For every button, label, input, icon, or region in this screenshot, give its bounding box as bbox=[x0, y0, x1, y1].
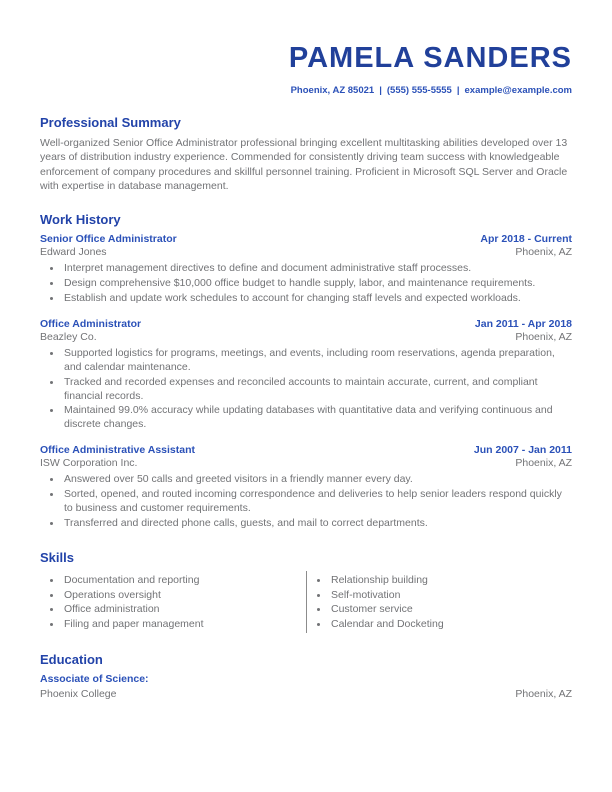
skills-column-left bbox=[40, 571, 306, 633]
education-school-row bbox=[40, 687, 572, 701]
contact-email: example@example.com bbox=[464, 85, 572, 96]
job-location: Phoenix, AZ bbox=[515, 330, 572, 343]
summary-heading: Professional Summary bbox=[40, 115, 181, 130]
section-work-history bbox=[40, 212, 572, 531]
work-history-heading: Work History bbox=[40, 212, 121, 228]
job-location: Phoenix, AZ bbox=[515, 246, 572, 259]
job-title: Senior Office Administrator bbox=[40, 233, 177, 246]
job-company: Beazley Co. bbox=[40, 330, 97, 343]
education-location: Phoenix, AZ bbox=[515, 688, 572, 701]
job-bullet: • Sorted, opened, and routed incoming correspondence and deliveries to help senior leaders respond quickly to business and customer requirements. bbox=[62, 488, 572, 516]
job-bullet: • Interpret management directives to define and document administrative staff processes. bbox=[62, 262, 572, 276]
job-title-row bbox=[40, 444, 572, 456]
job-bullet: • Design comprehensive $10,000 office budget to handle supply, labor, and maintenance requirements. bbox=[62, 277, 572, 291]
job-bullet: • Tracked and recorded expenses and reconciled accounts to maintain accurate, current, and compliant financial records. bbox=[62, 376, 572, 404]
contact-separator: | bbox=[456, 85, 460, 96]
skill-item: • Operations oversight bbox=[62, 589, 306, 603]
job-bullet-list bbox=[40, 262, 572, 306]
education-heading: Education bbox=[40, 652, 103, 668]
job-bullet: • Maintained 99.0% accuracy while updating databases with quantitative data and verifying continuous and discrete changes. bbox=[62, 404, 572, 432]
job-dates: Jun 2007 - Jan 2011 bbox=[473, 444, 572, 457]
job-company: Edward Jones bbox=[40, 246, 107, 259]
job-bullet-list bbox=[40, 473, 572, 530]
job-dates: Jan 2011 - Apr 2018 bbox=[474, 317, 572, 330]
job-company-row bbox=[40, 330, 572, 344]
job-company-row bbox=[40, 245, 572, 259]
contact-location: Phoenix, AZ 85021 bbox=[290, 85, 375, 96]
job-company-row bbox=[40, 456, 572, 470]
skills-column-right bbox=[306, 571, 572, 633]
contact-separator: | bbox=[379, 85, 382, 96]
skill-item: • Relationship building bbox=[329, 574, 572, 588]
education-degree: Associate of Science: bbox=[40, 673, 149, 686]
skills-columns bbox=[40, 571, 572, 633]
section-skills bbox=[40, 550, 572, 633]
section-education bbox=[40, 652, 572, 701]
skill-item: • Customer service bbox=[329, 603, 572, 617]
skills-list-right bbox=[309, 574, 572, 632]
job-entry bbox=[40, 444, 572, 531]
job-dates: Apr 2018 - Current bbox=[480, 233, 572, 246]
contact-line bbox=[40, 85, 572, 96]
skills-heading: Skills bbox=[40, 549, 74, 565]
job-title: Office Administrator bbox=[40, 317, 142, 330]
job-bullet: • Answered over 50 calls and greeted visitors in a friendly manner every day. bbox=[62, 473, 572, 487]
contact-phone: (555) 555-5555 bbox=[386, 85, 452, 96]
job-bullet: • Transferred and directed phone calls, guests, and mail to correct departments. bbox=[62, 517, 572, 531]
job-title: Office Administrative Assistant bbox=[40, 444, 196, 457]
skill-item: • Documentation and reporting bbox=[62, 574, 306, 588]
job-location: Phoenix, AZ bbox=[515, 457, 572, 470]
skill-item: • Office administration bbox=[62, 603, 306, 617]
skill-item: • Filing and paper management bbox=[62, 618, 306, 632]
job-entry bbox=[40, 233, 572, 306]
skills-list-left bbox=[40, 574, 306, 632]
summary-text: Well-organized Senior Office Administrator professional bringing excellent multitasking abilities developed over 13 years of distribution industry experience. Commended for consistently driving team success with knowledgeable enforcement of company procedures and skillful personnel training. Proficient in Microsoft SQL Server and Oracle with expertise in database management. bbox=[40, 137, 568, 192]
job-title-row bbox=[40, 318, 572, 330]
section-professional-summary bbox=[40, 115, 572, 193]
candidate-name: PAMELA SANDERS bbox=[288, 42, 572, 74]
job-bullet-list bbox=[40, 347, 572, 432]
job-company: ISW Corporation Inc. bbox=[40, 457, 138, 470]
job-title-row bbox=[40, 233, 572, 245]
resume-header bbox=[40, 42, 572, 96]
skill-item: • Calendar and Docketing bbox=[329, 618, 572, 632]
job-bullet: • Establish and update work schedules to account for changing staff levels and expected workloads. bbox=[62, 292, 572, 306]
skill-item: • Self-motivation bbox=[329, 589, 572, 603]
job-entry bbox=[40, 318, 572, 432]
job-bullet: • Supported logistics for programs, meetings, and events, including room reservations, agenda preparation, and calendar maintenance. bbox=[62, 347, 572, 375]
education-school: Phoenix College bbox=[40, 688, 117, 701]
